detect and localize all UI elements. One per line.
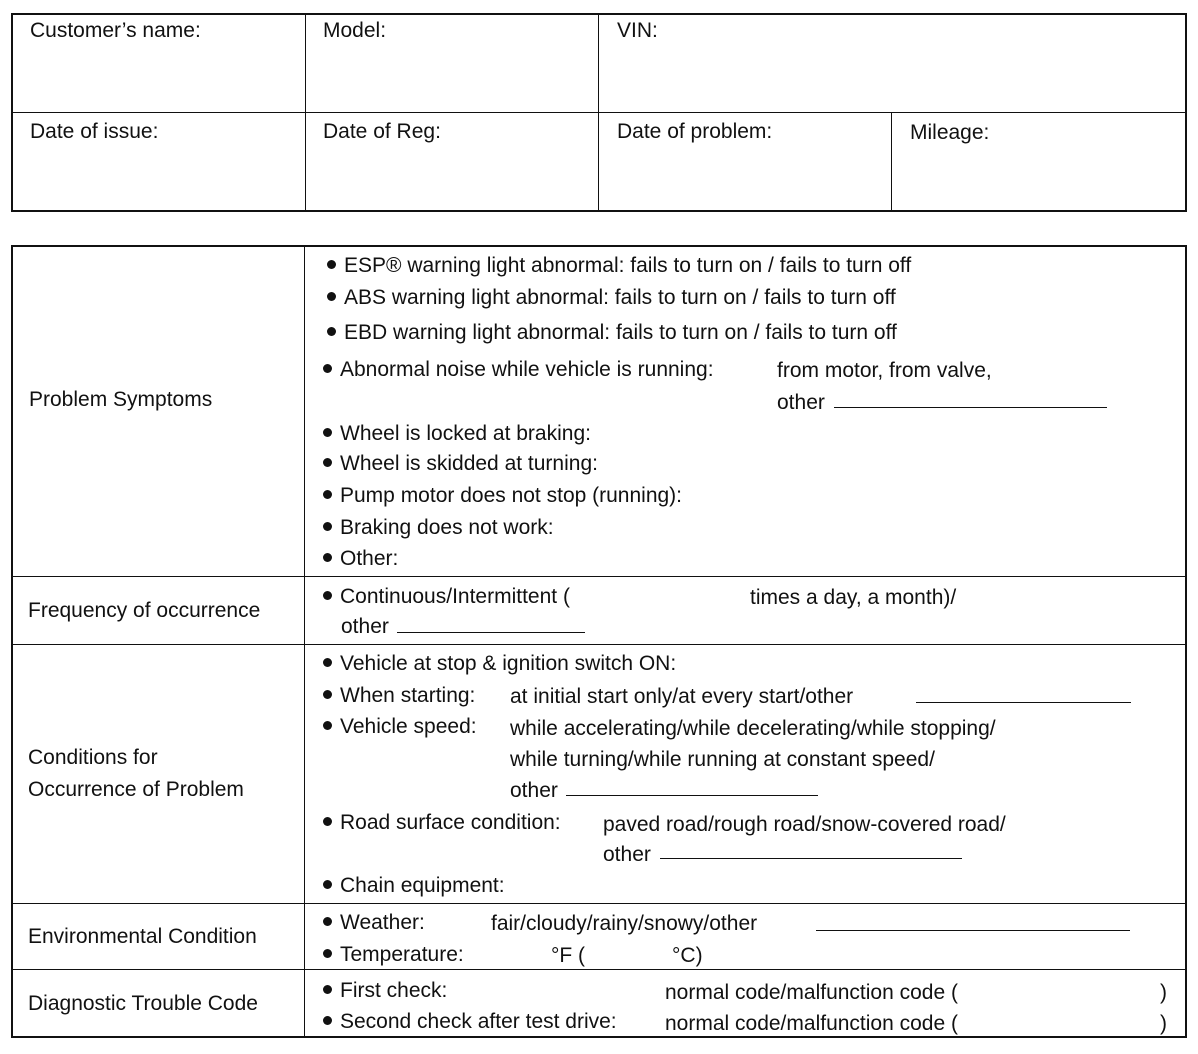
ebd-item[interactable]: EBD warning light abnormal: fails to turn on / fails to turn off (327, 321, 897, 345)
row-divider-3 (11, 903, 1187, 904)
bullet-icon (323, 658, 332, 667)
noise-item[interactable]: Abnormal noise while vehicle is running: (323, 358, 714, 382)
header-col-divider-1 (305, 13, 306, 212)
bullet-icon (323, 490, 332, 499)
speed-options-line1: while accelerating/while decelerating/while stopping/ (510, 717, 996, 740)
road-surface-item[interactable]: Road surface condition: (323, 811, 561, 835)
header-row-divider (11, 112, 1187, 113)
starting-options: at initial start only/at every start/other (510, 685, 854, 708)
times-text: times a day, a month)/ (750, 586, 957, 609)
road-other-blank[interactable] (660, 858, 962, 859)
when-starting-item[interactable]: When starting: (323, 684, 475, 708)
frequency-other-label: other (341, 615, 389, 638)
weather-other-blank[interactable] (816, 930, 1130, 931)
bullet-icon (327, 260, 336, 269)
second-check-close: ) (1160, 1012, 1167, 1035)
noise-options: from motor, from valve, (777, 359, 992, 382)
bullet-icon (323, 1016, 332, 1025)
row-divider-1 (11, 576, 1187, 577)
esp-item[interactable]: ESP® warning light abnormal: fails to turn on / fails to turn off (327, 254, 911, 278)
header-col-divider-3 (891, 113, 892, 212)
bullet-icon (323, 458, 332, 467)
weather-options: fair/cloudy/rainy/snowy/other (491, 912, 758, 935)
speed-options-line2: while turning/while running at constant speed/ (510, 748, 935, 771)
wheel-skidded-item[interactable]: Wheel is skidded at turning: (323, 452, 598, 476)
header-col-divider-2 (598, 13, 599, 212)
road-options: paved road/rough road/snow-covered road/ (603, 813, 1006, 836)
abs-item[interactable]: ABS warning light abnormal: fails to turn on / fails to turn off (327, 286, 896, 310)
mileage-field[interactable]: Mileage: (910, 121, 990, 144)
vehicle-stop-item[interactable]: Vehicle at stop & ignition switch ON: (323, 652, 676, 676)
wheel-locked-item[interactable]: Wheel is locked at braking: (323, 422, 591, 446)
weather-item[interactable]: Weather: (323, 911, 425, 935)
bullet-icon (323, 985, 332, 994)
frequency-label: Frequency of occurrence (28, 599, 261, 622)
chain-item[interactable]: Chain equipment: (323, 874, 505, 898)
vehicle-speed-item[interactable]: Vehicle speed: (323, 715, 477, 739)
conditions-label-line1: Conditions for (28, 746, 158, 769)
temperature-f: °F ( (551, 944, 586, 967)
first-check-item[interactable]: First check: (323, 979, 447, 1003)
date-of-issue-field[interactable]: Date of issue: (30, 120, 159, 143)
vin-field[interactable]: VIN: (617, 19, 658, 42)
problem-symptoms-label: Problem Symptoms (29, 388, 213, 411)
bullet-icon (323, 364, 332, 373)
conditions-label-line2: Occurrence of Problem (28, 778, 244, 801)
continuous-item[interactable]: Continuous/Intermittent ( (323, 585, 570, 609)
first-check-close: ) (1160, 981, 1167, 1004)
environment-label: Environmental Condition (28, 925, 257, 948)
noise-other-blank[interactable] (834, 407, 1107, 408)
noise-other-label: other (777, 391, 825, 414)
bullet-icon (323, 880, 332, 889)
starting-other-blank[interactable] (916, 702, 1131, 703)
first-check-options: normal code/malfunction code ( (665, 981, 958, 1004)
pump-motor-item[interactable]: Pump motor does not stop (running): (323, 484, 682, 508)
bullet-icon (323, 917, 332, 926)
bullet-icon (323, 721, 332, 730)
customer-name-field[interactable]: Customer’s name: (30, 19, 201, 42)
temperature-c: °C) (672, 944, 703, 967)
bullet-icon (327, 327, 336, 336)
temperature-item[interactable]: Temperature: (323, 943, 464, 967)
speed-other-blank[interactable] (566, 795, 818, 796)
label-column-divider (304, 245, 305, 1038)
speed-other-label: other (510, 779, 558, 802)
braking-item[interactable]: Braking does not work: (323, 516, 554, 540)
bullet-icon (323, 690, 332, 699)
dtc-label: Diagnostic Trouble Code (28, 992, 258, 1015)
bullet-icon (323, 428, 332, 437)
bullet-icon (323, 553, 332, 562)
bullet-icon (323, 522, 332, 531)
second-check-item[interactable]: Second check after test drive: (323, 1010, 617, 1034)
second-check-options: normal code/malfunction code ( (665, 1012, 958, 1035)
bullet-icon (323, 591, 332, 600)
bullet-icon (323, 817, 332, 826)
road-other-label: other (603, 843, 651, 866)
date-of-reg-field[interactable]: Date of Reg: (323, 120, 441, 143)
date-of-problem-field[interactable]: Date of problem: (617, 120, 773, 143)
bullet-icon (323, 949, 332, 958)
row-divider-2 (11, 644, 1187, 645)
row-divider-4 (11, 969, 1187, 970)
bullet-icon (327, 292, 336, 301)
frequency-other-blank[interactable] (397, 632, 585, 633)
model-field[interactable]: Model: (323, 19, 387, 42)
other-item[interactable]: Other: (323, 547, 398, 571)
